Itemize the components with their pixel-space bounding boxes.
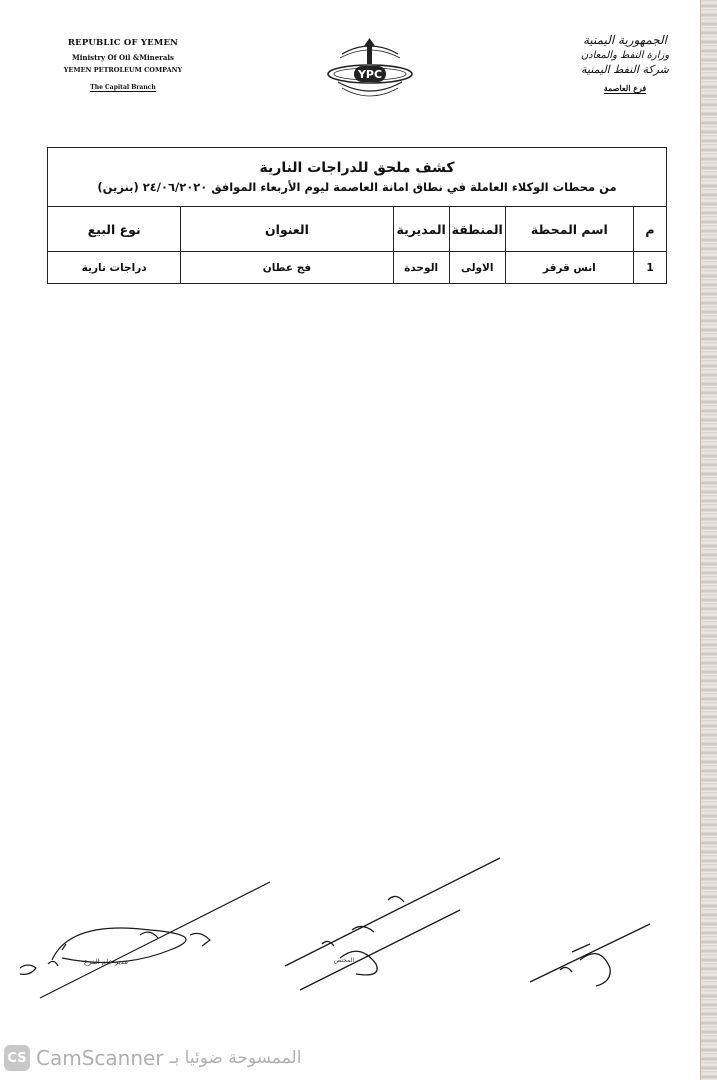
ministry-name: Ministry Of Oil &Minerals xyxy=(71,53,175,62)
signature-2 xyxy=(285,858,500,990)
sale-type: دراجات نارية xyxy=(48,252,181,284)
camscanner-app-name: CamScanner xyxy=(36,1046,164,1070)
letterhead-arabic xyxy=(575,33,675,95)
branch-name-ar: فرع العاصمة xyxy=(603,83,647,93)
logo-text: YPC xyxy=(357,68,383,81)
company-name-ar: شركة النفط اليمنية xyxy=(581,63,669,76)
signature-1-caption: مدير عام الفرع xyxy=(84,958,128,966)
ypc-logo xyxy=(320,36,420,106)
table-header-row xyxy=(48,207,667,252)
document-subtitle: من محطات الوكلاء العاملة في نطاق امانة العاصمة ليوم الأربعاء الموافق ٢٤/٠٦/٢٠٢٠ (بنزين) xyxy=(97,180,617,194)
country-name-ar: الجمهورية اليمنية xyxy=(582,33,667,47)
table-row xyxy=(48,252,667,284)
column-header: نوع البيع xyxy=(48,207,181,252)
signature-1 xyxy=(20,882,270,998)
camscanner-logo-icon: CS xyxy=(4,1045,30,1071)
letterhead-english xyxy=(48,38,198,93)
country-name: REPUBLIC OF YEMEN xyxy=(67,38,179,48)
document-title: كشف ملحق للدراجات النارية xyxy=(259,160,455,176)
stations-table xyxy=(47,147,667,284)
column-header: العنوان xyxy=(181,207,393,252)
column-header: المنطقة xyxy=(449,207,505,252)
ministry-name-ar: وزارة النفط والمعادن xyxy=(580,50,670,61)
station-name: انس قرقر xyxy=(505,252,633,284)
zone: الاولى xyxy=(449,252,505,284)
district: الوحدة xyxy=(393,252,449,284)
signature-2-caption: المختص xyxy=(334,957,354,964)
column-header: المديرية xyxy=(393,207,449,252)
camscanner-watermark xyxy=(4,1042,301,1074)
column-header: اسم المحطة xyxy=(505,207,633,252)
column-header: م xyxy=(633,207,666,252)
row-number: 1 xyxy=(633,252,666,284)
branch-name: The Capital Branch xyxy=(90,84,156,91)
company-name: YEMEN PETROLEUM COMPANY xyxy=(63,66,183,74)
camscanner-arabic-caption: الممسوحة ضوئيا بـ xyxy=(169,1048,302,1068)
signature-3 xyxy=(530,924,650,986)
signatures-area xyxy=(0,840,717,1010)
table-title-cell xyxy=(48,148,667,207)
address: فج عطان xyxy=(181,252,393,284)
